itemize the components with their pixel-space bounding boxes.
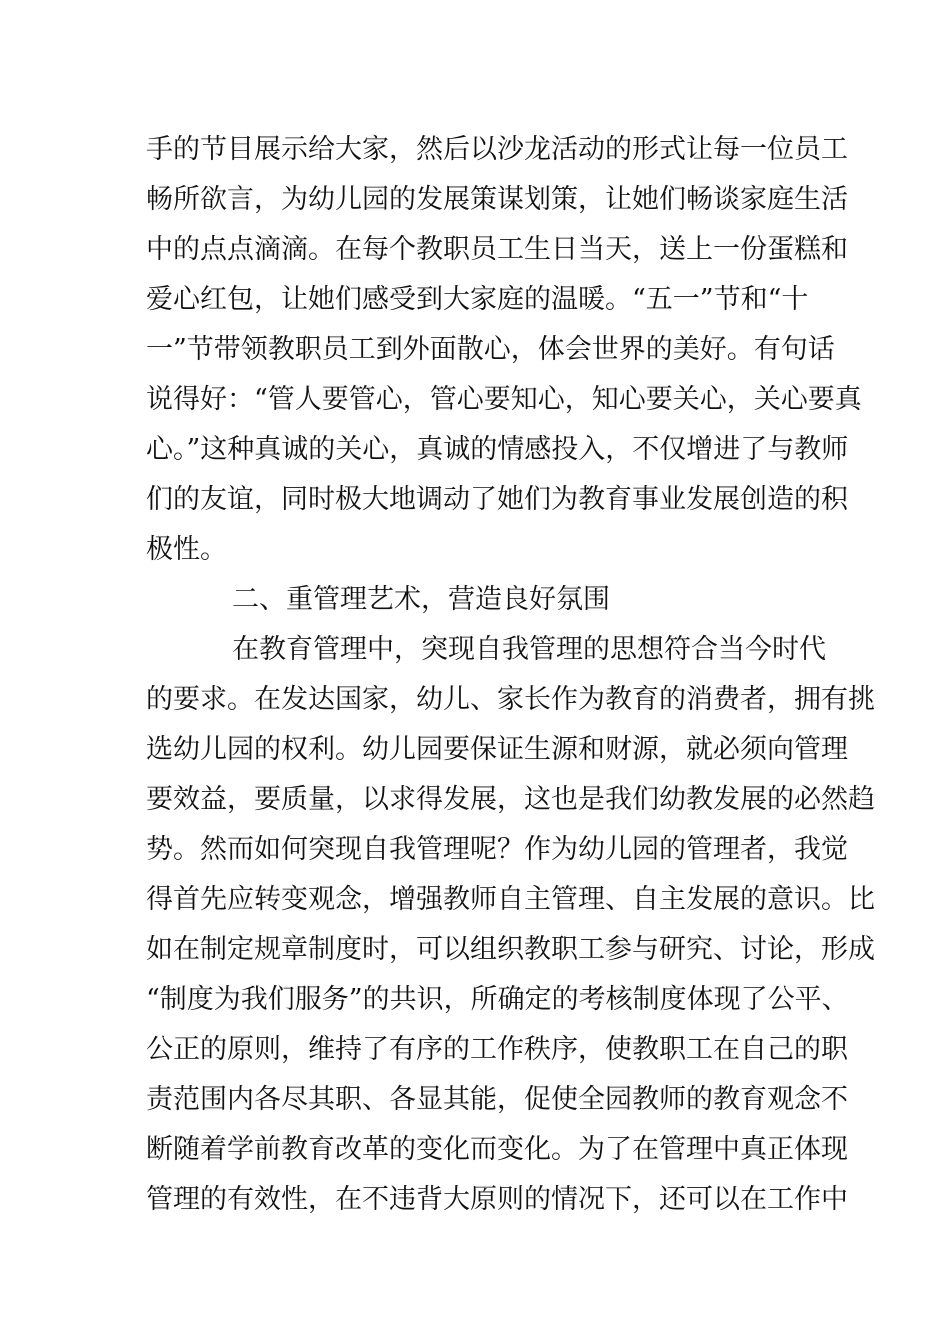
text-line: 的要求。在发达国家，幼儿、家长作为教育的消费者，拥有挑 <box>146 684 875 715</box>
text-line: 中的点点滴滴。在每个教职员工生日当天，送上一份蛋糕和 <box>146 234 848 265</box>
text-line: 公正的原则，维持了有序的工作秩序，使教职工在自己的职 <box>146 1034 848 1065</box>
text-line: 们的友谊，同时极大地调动了她们为教育事业发展创造的积 <box>146 484 848 515</box>
section-heading: 二、重管理艺术，营造良好氛围 <box>232 584 610 615</box>
text-line: 心。”这种真诚的关心，真诚的情感投入，不仅增进了与教师 <box>146 434 849 465</box>
text-line: 极性。 <box>146 534 227 565</box>
text-line: 手的节目展示给大家，然后以沙龙活动的形式让每一位员工 <box>146 134 848 165</box>
text-line: 如在制定规章制度时，可以组织教职工参与研究、讨论，形成 <box>146 934 875 965</box>
text-line: 说得好：“管人要管心，管心要知心，知心要关心，关心要真 <box>146 384 862 415</box>
text-line: 畅所欲言，为幼儿园的发展策谋划策，让她们畅谈家庭生活 <box>146 184 848 215</box>
text-line: 选幼儿园的权利。幼儿园要保证生源和财源，就必须向管理 <box>146 734 848 765</box>
text-line: 一”节带领教职员工到外面散心，体会世界的美好。有句话 <box>146 334 835 365</box>
text-line: 爱心红包，让她们感受到大家庭的温暖。“五一”节和“十 <box>146 284 809 315</box>
text-line: 管理的有效性，在不违背大原则的情况下，还可以在工作中 <box>146 1184 848 1215</box>
paragraph-first-line: 在教育管理中，突现自我管理的思想符合当今时代 <box>232 634 826 665</box>
text-line: 势。然而如何突现自我管理呢？作为幼儿园的管理者，我觉 <box>146 834 848 865</box>
text-line: 断随着学前教育改革的变化而变化。为了在管理中真正体现 <box>146 1134 848 1165</box>
text-line: 要效益，要质量，以求得发展，这也是我们幼教发展的必然趋 <box>146 784 875 815</box>
text-line: 责范围内各尽其职、各显其能，促使全园教师的教育观念不 <box>146 1084 848 1115</box>
text-line: “制度为我们服务”的共识，所确定的考核制度体现了公平、 <box>146 984 849 1015</box>
text-line: 得首先应转变观念，增强教师自主管理、自主发展的意识。比 <box>146 884 875 915</box>
